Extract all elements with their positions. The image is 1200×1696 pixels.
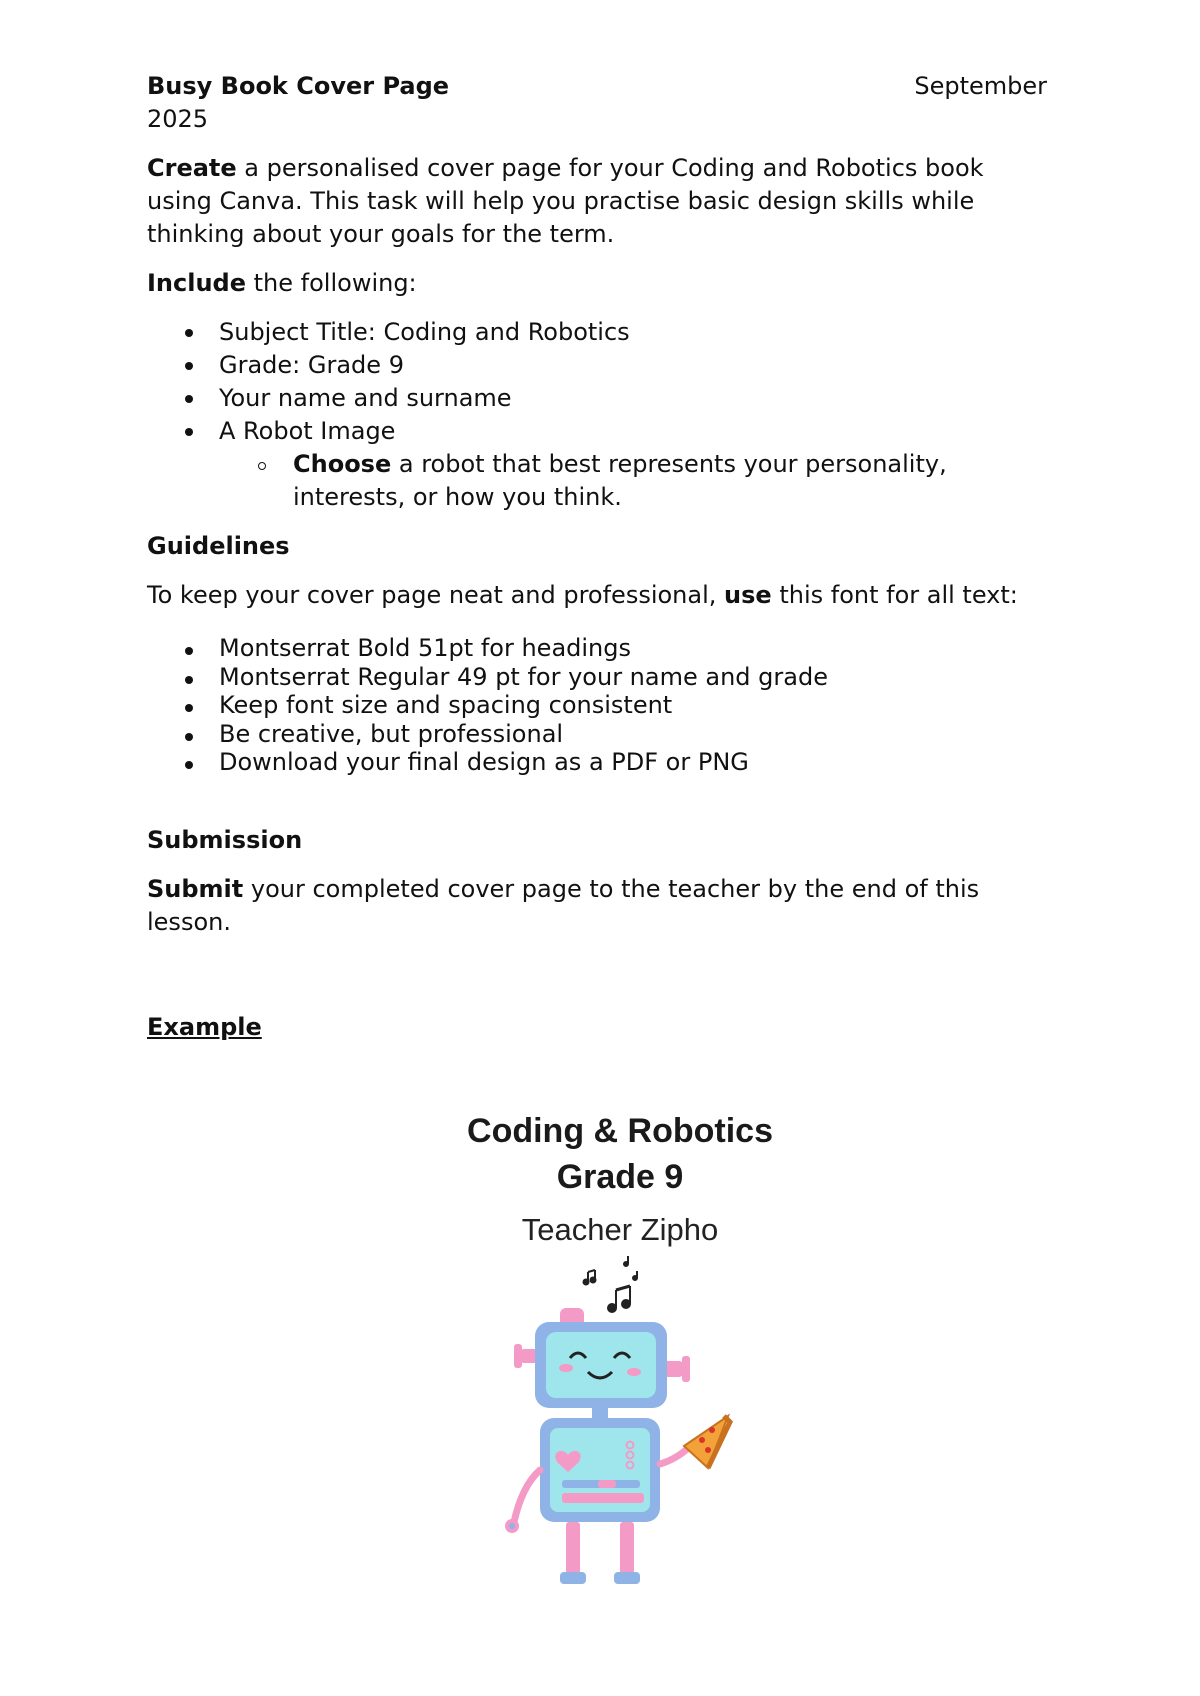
list-item: Be creative, but professional bbox=[147, 720, 1047, 749]
include-text: the following: bbox=[246, 269, 417, 297]
include-paragraph bbox=[147, 267, 1047, 300]
date-year: 2025 bbox=[147, 105, 209, 133]
use-verb: use bbox=[724, 581, 772, 609]
include-verb: Include bbox=[147, 269, 247, 297]
sub-list-item bbox=[147, 448, 1047, 514]
guidelines-list bbox=[147, 634, 1047, 777]
intro-verb: Create bbox=[147, 154, 237, 182]
guidelines-text-after: this font for all text: bbox=[771, 581, 1018, 609]
example-cover bbox=[420, 1108, 820, 1252]
submission-text: your completed cover page to the teacher by the end of this lesson. bbox=[147, 874, 980, 936]
list-item: Subject Title: Coding and Robotics bbox=[147, 316, 1047, 349]
arm-left bbox=[514, 1470, 540, 1522]
guidelines-text-before: To keep your cover page neat and professional, bbox=[147, 581, 725, 609]
example-heading: Example bbox=[147, 1012, 262, 1041]
submission-heading: Submission bbox=[147, 825, 303, 854]
cover-subject-title: Coding & Robotics bbox=[467, 1112, 773, 1150]
cover-teacher-name: Teacher Zipho bbox=[521, 1212, 719, 1247]
include-list bbox=[147, 316, 1047, 448]
list-item: Your name and surname bbox=[147, 382, 1047, 415]
intro-text: a personalised cover page for your Coding and Robotics book using Canva. This task will help you practise basic design skills while thinking about your goals for the term. bbox=[147, 154, 984, 248]
list-item: A Robot Image bbox=[147, 415, 1047, 448]
submit-verb: Submit bbox=[147, 874, 244, 903]
list-item: Keep font size and spacing consistent bbox=[147, 691, 1047, 720]
robot-illustration bbox=[480, 1250, 760, 1600]
list-item: Montserrat Regular 49 pt for your name and grade bbox=[147, 663, 1047, 692]
leg-left bbox=[566, 1522, 580, 1574]
guidelines-paragraph bbox=[147, 579, 1047, 612]
document-page bbox=[147, 70, 1047, 1044]
list-item: Download your final design as a PDF or PNG bbox=[147, 748, 1047, 777]
leg-right bbox=[620, 1522, 634, 1574]
choose-verb: Choose bbox=[293, 450, 392, 478]
pizza-icon bbox=[684, 1416, 730, 1468]
intro-paragraph bbox=[147, 152, 1047, 251]
include-sublist bbox=[147, 448, 1047, 514]
list-item: Montserrat Bold 51pt for headings bbox=[147, 634, 1047, 663]
choose-text: a robot that best represents your personality, interests, or how you think. bbox=[293, 450, 947, 511]
document-title: Busy Book Cover Page bbox=[147, 72, 450, 100]
cover-grade: Grade 9 bbox=[556, 1158, 684, 1196]
date-month: September bbox=[914, 72, 1047, 100]
submission-paragraph bbox=[147, 873, 1047, 939]
music-notes-icon bbox=[584, 1256, 638, 1312]
title-row bbox=[147, 70, 1047, 103]
list-item: Grade: Grade 9 bbox=[147, 349, 1047, 382]
guidelines-heading: Guidelines bbox=[147, 532, 290, 560]
